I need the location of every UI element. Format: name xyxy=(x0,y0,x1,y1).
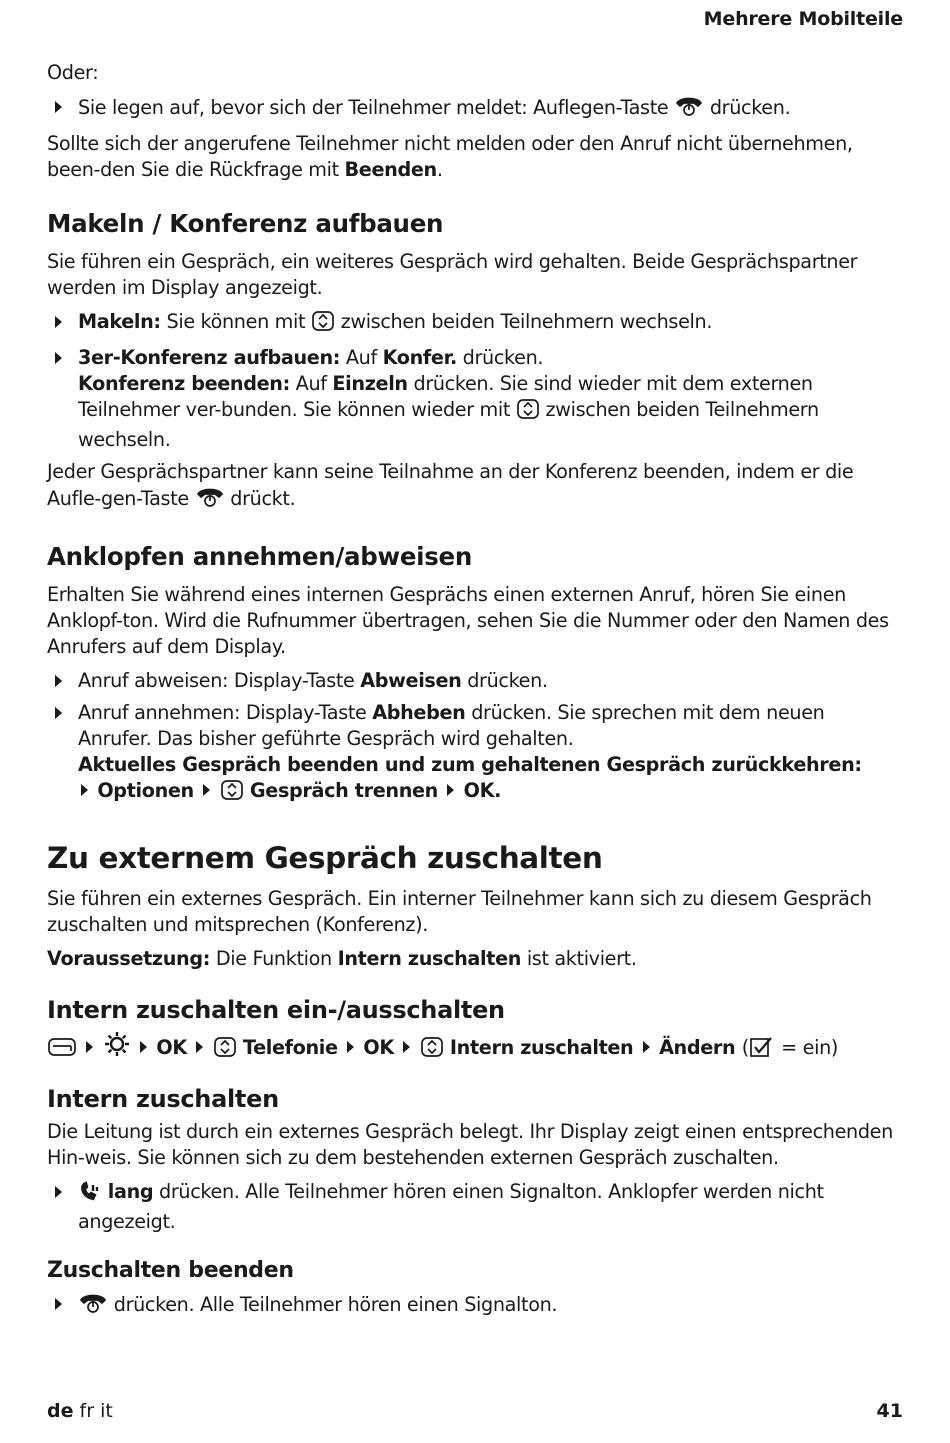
gespraech-trennen-key: Gespräch trennen xyxy=(249,779,438,802)
ein-text: = ein) xyxy=(781,1036,839,1059)
heading-makeln: Makeln / Konferenz aufbauen xyxy=(47,209,444,238)
heading-beenden: Zuschalten beenden xyxy=(47,1258,294,1283)
konferenz-label: 3er-Konferenz aufbauen: xyxy=(78,346,341,369)
intro-paragraph xyxy=(47,131,903,183)
ok-key: OK xyxy=(156,1036,187,1059)
heading-einaus: Intern zuschalten ein-/ausschalten xyxy=(47,996,505,1024)
bullet-arrow-icon xyxy=(55,316,62,328)
end-call-icon xyxy=(674,94,704,125)
checkbox-checked-icon xyxy=(749,1036,775,1065)
manual-page xyxy=(47,0,903,1443)
abweisen-end: drücken. xyxy=(467,669,548,692)
para-end: . xyxy=(436,158,443,181)
zuschalten-intro: Die Leitung ist durch ein externes Gespräch belegt. Ihr Display zeigt einen entsprechenden Hin-weis. Sie können sich zu dem bestehenden externen Gespräch zuschalten. xyxy=(47,1120,893,1169)
abheben-key: Abheben xyxy=(372,701,466,724)
display-taste-text: Display-Taste xyxy=(233,669,355,692)
end-call-icon xyxy=(78,1291,108,1322)
abweisen-text: Anruf abweisen: xyxy=(78,669,229,692)
display-taste-text: Display-Taste xyxy=(245,701,367,724)
nav-updown-icon xyxy=(213,1036,237,1065)
options-path xyxy=(78,779,501,802)
beenden-key: Beenden xyxy=(344,158,437,181)
list-item xyxy=(47,345,903,453)
annehmen-end: drücken. Sie sprechen mit dem neuen Anrufer. Das bisher geführte Gespräch wird gehalten. xyxy=(78,701,825,750)
nav-updown-icon xyxy=(311,310,335,339)
einzeln-key: Einzeln xyxy=(332,372,408,395)
list-item xyxy=(47,1179,903,1235)
step-arrow-icon xyxy=(86,1041,93,1053)
telefonie-key: Telefonie xyxy=(242,1036,338,1059)
voraussetzung-label: Voraussetzung: xyxy=(47,947,211,970)
makeln-intro: Sie führen ein Gespräch, ein weiteres Gespräch wird gehalten. Beide Gesprächspartner werden im Display angezeigt. xyxy=(47,250,858,299)
lang-label: lang xyxy=(107,1180,154,1203)
step-arrow-icon xyxy=(203,784,210,796)
list-item xyxy=(47,1291,903,1322)
heading-zuschalten: Intern zuschalten xyxy=(47,1085,279,1113)
konferenz-beenden-label: Konferenz beenden: xyxy=(78,372,290,395)
bullet-end: drücken. xyxy=(709,96,791,119)
voraussetzung-text: Die Funktion xyxy=(215,947,332,970)
ok-key: OK xyxy=(463,779,495,802)
konferenz-end: drücken. xyxy=(462,346,544,369)
konferenz-beenden-end: zwischen beiden Teilnehmern wechseln. xyxy=(78,398,819,451)
list-item xyxy=(47,309,903,339)
list-item xyxy=(47,668,903,694)
step-arrow-icon xyxy=(347,1041,354,1053)
intern-zuschalten-bold: Intern zuschalten xyxy=(337,947,522,970)
step-arrow-icon xyxy=(55,707,62,719)
list-item xyxy=(47,94,903,125)
settings-path xyxy=(47,1030,903,1065)
step-arrow-icon xyxy=(81,784,88,796)
bullet-arrow-icon xyxy=(55,1186,62,1198)
footer-languages xyxy=(47,1400,113,1422)
optionen-key: Optionen xyxy=(97,779,194,802)
makeln-outro xyxy=(47,459,903,516)
bullet-arrow-icon xyxy=(55,352,62,364)
bullet-arrow-icon xyxy=(55,101,62,113)
step-arrow-icon xyxy=(55,675,62,687)
beenden-text: drücken. Alle Teilnehmer hören einen Signalton. xyxy=(113,1293,558,1316)
bullet-arrow-icon xyxy=(55,1298,62,1310)
paren-open: ( xyxy=(741,1036,749,1059)
nav-updown-icon xyxy=(516,398,540,427)
end-call-icon xyxy=(195,485,225,516)
path-end: . xyxy=(494,779,502,802)
anklopfen-intro: Erhalten Sie während eines internen Gesprächs einen externen Anruf, hören Sie einen Anklopf-ton. Wird die Rufnummer übertragen, sehen Sie die Nummer oder den Namen des Anrufers auf dem Display. xyxy=(47,583,889,658)
oder-text: Oder: xyxy=(47,61,99,84)
outro-text: Jeder Gesprächspartner kann seine Teilnahme an der Konferenz beenden, indem er die Aufle-gen-Taste xyxy=(47,460,854,510)
step-arrow-icon xyxy=(196,1041,203,1053)
voraussetzung-end: ist aktiviert. xyxy=(526,947,637,970)
step-arrow-icon xyxy=(140,1041,147,1053)
heading-extern: Zu externem Gespräch zuschalten xyxy=(47,841,603,875)
para-text: Sollte sich der angerufene Teilnehmer nicht melden oder den Anruf nicht übernehmen, been-den Sie die Rückfrage mit xyxy=(47,132,853,181)
nav-updown-icon xyxy=(420,1036,444,1065)
step-arrow-icon xyxy=(447,784,454,796)
makeln-label: Makeln: xyxy=(78,310,161,333)
footer-lang-rest: fr it xyxy=(79,1400,113,1422)
konferenz-beenden-more: drücken. Sie sind wieder mit dem externen Teilnehmer ver-bunden. Sie können wieder mit xyxy=(78,372,813,421)
konferenz-beenden-text: Auf xyxy=(295,372,327,395)
menu-icon xyxy=(47,1036,77,1065)
konferenz-text: Auf xyxy=(345,346,377,369)
talk-key-icon xyxy=(78,1180,102,1209)
zuschalten-text: drücken. Alle Teilnehmer hören einen Signalton. Anklopfer werden nicht angezeigt. xyxy=(78,1180,824,1233)
intern-zuschalten-key: Intern zuschalten xyxy=(449,1036,634,1059)
page-content xyxy=(47,60,903,1328)
settings-gear-icon xyxy=(103,1030,131,1065)
heading-anklopfen: Anklopfen annehmen/abweisen xyxy=(47,542,472,571)
makeln-text-end: zwischen beiden Teilnehmern wechseln. xyxy=(340,310,713,333)
voraussetzung xyxy=(47,946,903,972)
nav-updown-icon xyxy=(220,779,244,808)
makeln-text: Sie können mit xyxy=(166,310,306,333)
bullet-text: Sie legen auf, bevor sich der Teilnehmer meldet: Auflegen-Taste xyxy=(78,96,669,119)
zurueckkehren-label: Aktuelles Gespräch beenden und zum gehaltenen Gespräch zurückkehren: xyxy=(78,753,862,776)
footer-lang-de: de xyxy=(47,1400,74,1422)
annehmen-text: Anruf annehmen: xyxy=(78,701,241,724)
konfer-key: Konfer. xyxy=(382,346,457,369)
abweisen-key: Abweisen xyxy=(360,669,462,692)
step-arrow-icon xyxy=(643,1041,650,1053)
aendern-key: Ändern xyxy=(659,1036,736,1059)
step-arrow-icon xyxy=(403,1041,410,1053)
extern-intro: Sie führen ein externes Gespräch. Ein interner Teilnehmer kann sich zu diesem Gespräch zuschalten und mitsprechen (Konferenz). xyxy=(47,887,872,936)
outro-end: drückt. xyxy=(230,487,296,510)
list-item xyxy=(47,700,903,808)
ok-key: OK xyxy=(363,1036,394,1059)
page-number: 41 xyxy=(876,1400,903,1422)
page-header: Mehrere Mobilteile xyxy=(703,8,903,30)
